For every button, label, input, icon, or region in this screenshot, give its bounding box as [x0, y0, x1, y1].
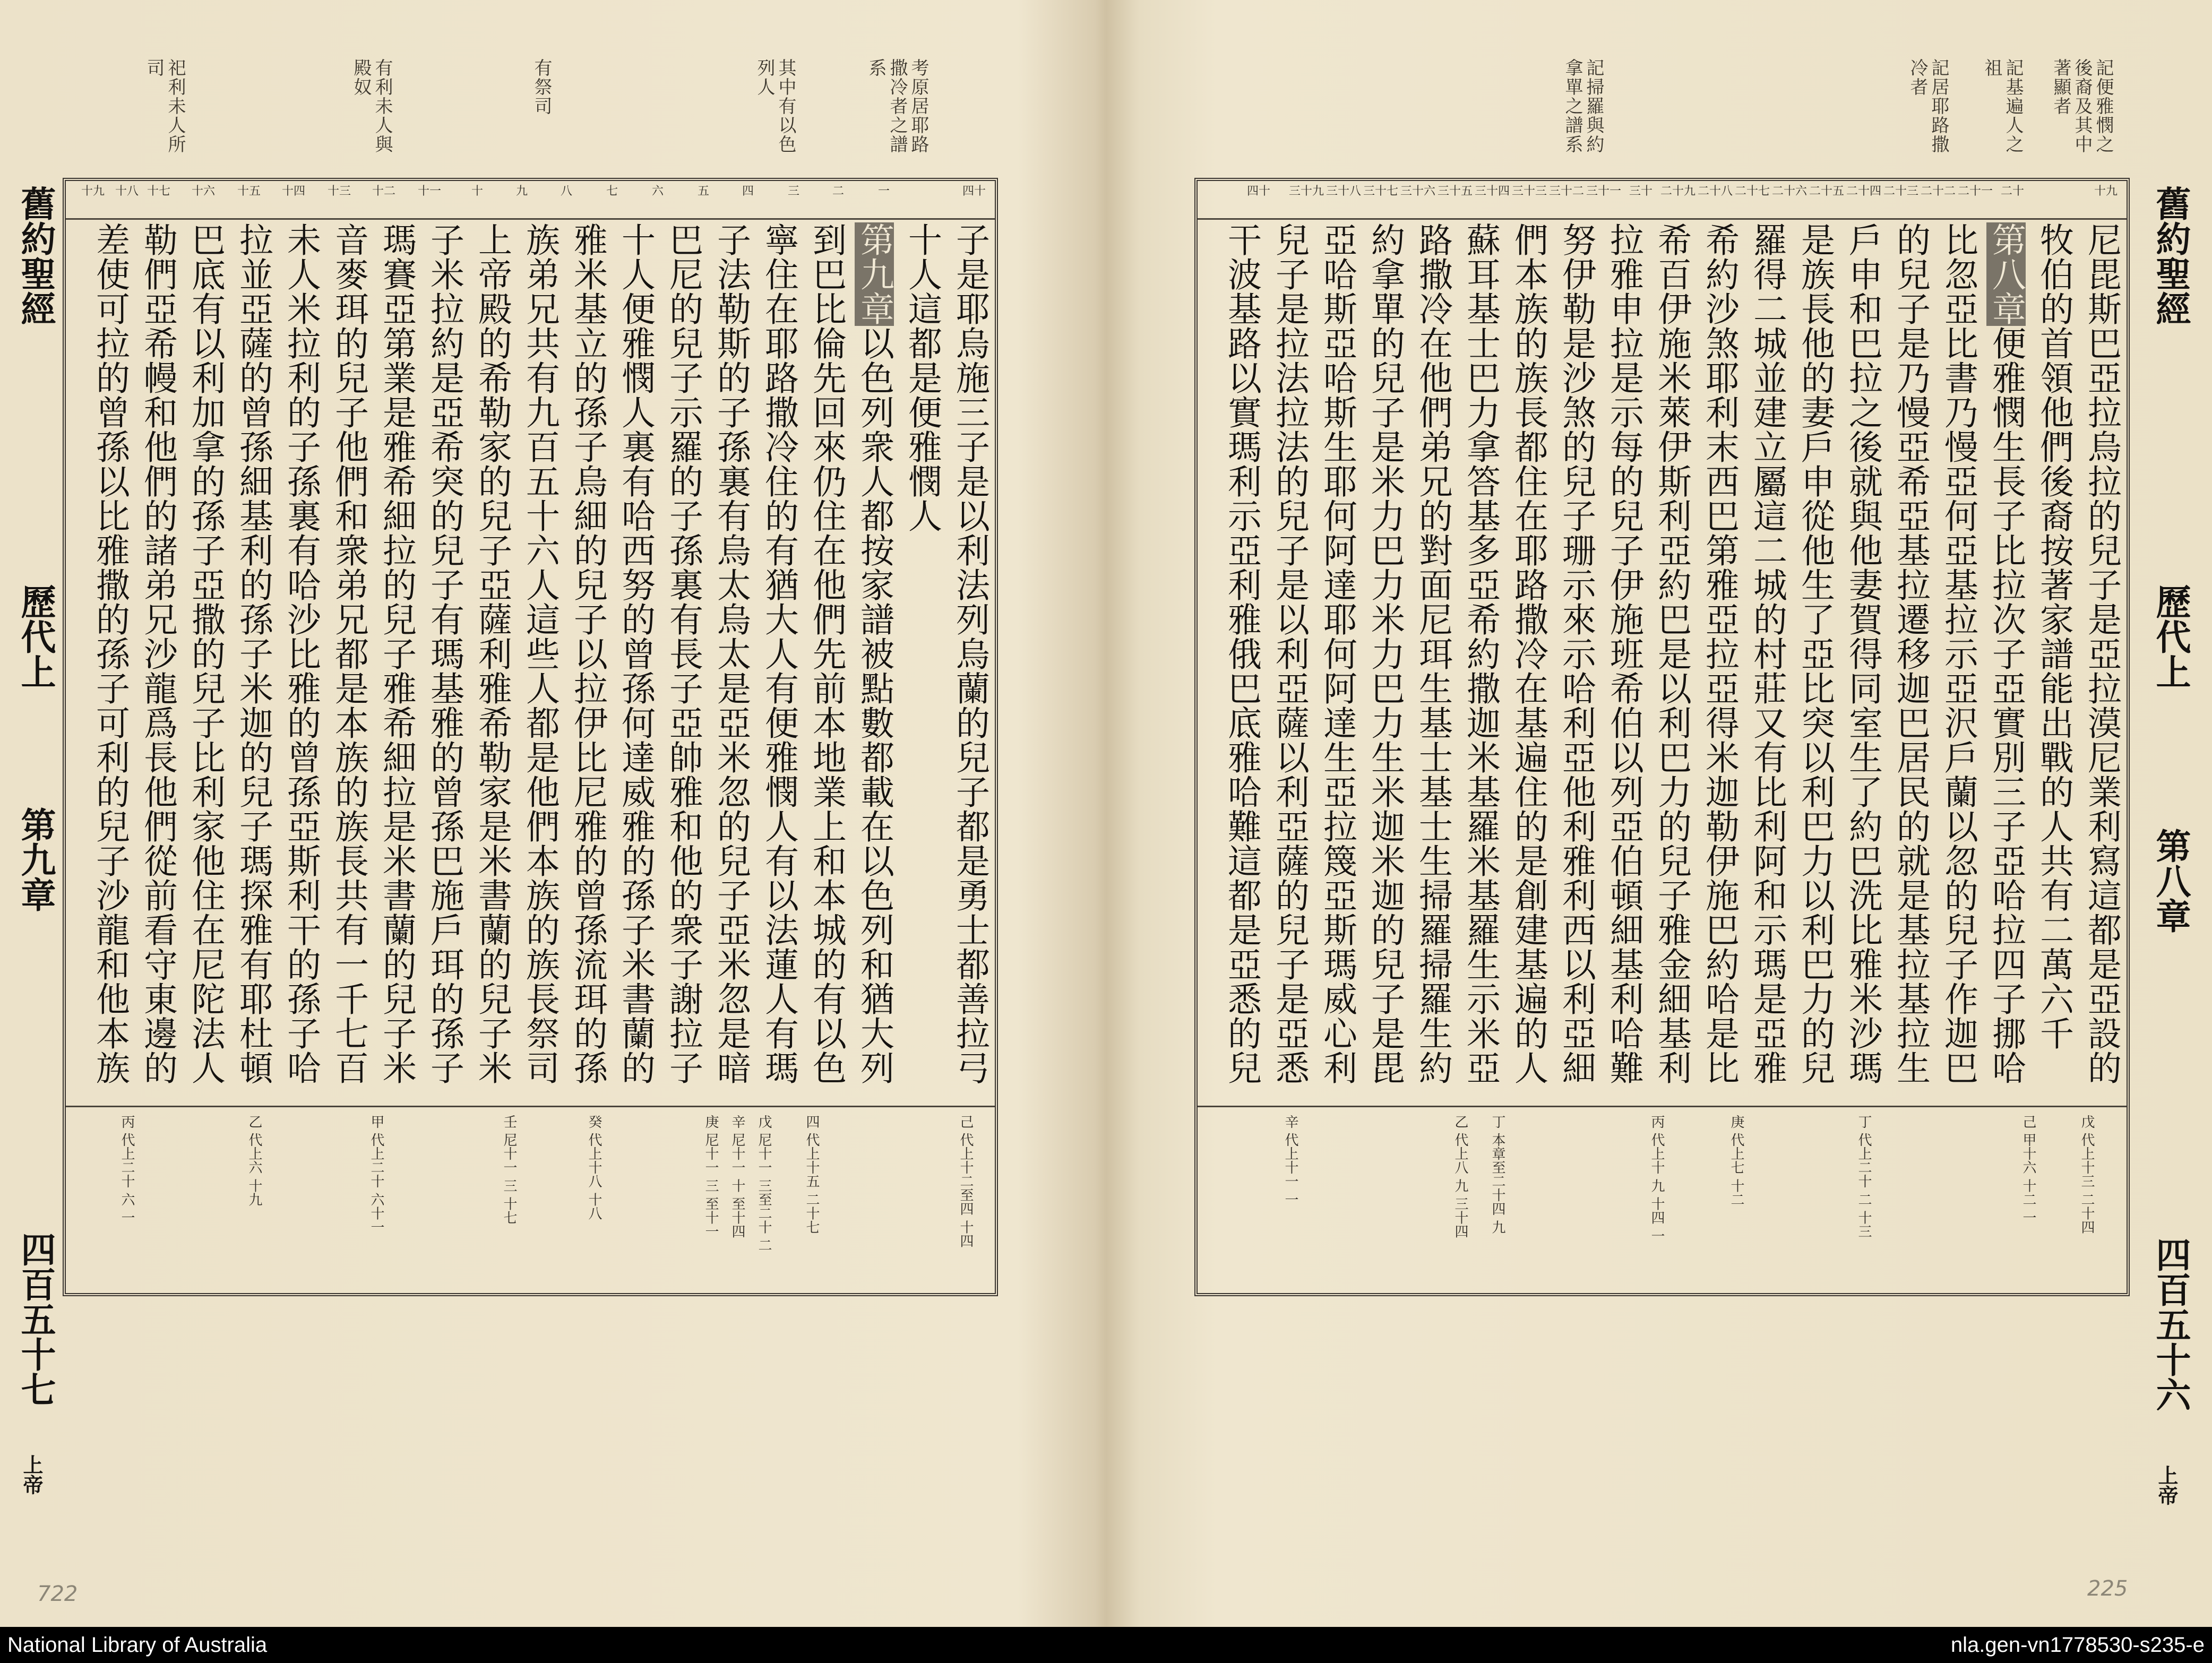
- chapter-start-column: 第九章以色列衆人都按家譜被點數都載在以色列和猶大列: [855, 222, 894, 1085]
- verse-number: 十四: [281, 185, 305, 198]
- verse-number: 四十: [962, 185, 986, 198]
- library-name: National Library of Australia: [7, 1633, 268, 1657]
- text-column: 約拿單的兒子是米力巴力米力巴力生米迦米迦的兒子是毘: [1365, 222, 1405, 1085]
- text-column: 拉雅申拉是示每的兒子伊施班希伯以列亞伯頓細基利哈難: [1604, 222, 1643, 1085]
- verse-number: 三十七: [1363, 185, 1398, 198]
- text-column: 蘇耳基士巴力拿答基多亞希約撒迦米基羅米基羅生示米亞: [1461, 222, 1500, 1085]
- chapter-title: 第八章: [2150, 828, 2191, 933]
- verse-number: 二十二: [1920, 185, 1956, 198]
- text-column: 上帝殿的希勒家的兒子亞薩利雅希勒家是米書蘭的兒子米: [472, 222, 512, 1085]
- text-column: 努伊勒是沙煞的兒子珊示來示哈利亞他利雅利西以利亞細: [1556, 222, 1596, 1085]
- verse-number: 十一: [417, 185, 441, 198]
- verse-number: 三十四: [1474, 185, 1510, 198]
- text-column: 是族長他的妻戶申從他生了亞比突以利巴力以利巴力的兒: [1795, 222, 1835, 1085]
- margin-note: 考原居耶路撒冷者之譜系: [865, 58, 929, 154]
- verse-number: 二十六: [1771, 185, 1807, 198]
- text-column: 亞哈斯亞哈斯生耶何阿達耶何阿達生亞拉篾亞斯瑪威心利: [1318, 222, 1357, 1085]
- margin-note: 祀利未人所司: [143, 58, 186, 154]
- footnote: 乙 代上六 十九: [246, 1115, 262, 1207]
- section-title: 歷代上: [15, 584, 56, 689]
- text-column: 兒子是拉法拉法的兒子是以利亞薩以利亞薩的兒子是亞悉: [1270, 222, 1309, 1085]
- left-body-text: [66, 222, 995, 1093]
- text-column: 族弟兄共有九百五十六人這些人都是他們本族的族長祭司: [520, 222, 560, 1085]
- footnote: 戊 代上十三 二十四: [2079, 1115, 2095, 1234]
- margin-note: 其中有以色列人: [754, 58, 796, 154]
- verse-number: 六: [651, 185, 664, 198]
- left-text-frame: [63, 178, 998, 1296]
- verse-number: 三十八: [1326, 185, 1361, 198]
- verse-number: 三十五: [1437, 185, 1473, 198]
- text-column: 干波基路以實瑪利示亞利雅俄巴底雅哈難這都是亞悉的兒: [1222, 222, 1261, 1085]
- footnote: 辛 代上十一 一: [1283, 1115, 1298, 1207]
- verse-number: 二: [832, 185, 844, 198]
- text-column: 巴尼的兒子示羅的子孫裏有長子亞帥雅和他的衆子謝拉子: [664, 222, 703, 1085]
- page-number: 四百五十六: [2150, 1237, 2191, 1412]
- chapter-marker: 第九章: [855, 222, 894, 326]
- text-column: 雅米基立的孫子烏細的兒子以拉伊比尼雅的曾孫流珥的孫: [568, 222, 607, 1085]
- text-column: 拉並亞薩的曾孫細基利的孫子米迦的兒子瑪探雅有耶杜頓: [234, 222, 273, 1085]
- book-title: 舊約聖經: [15, 186, 56, 326]
- right-text-frame: [1194, 178, 2130, 1296]
- footnote: 丙 代上十 九 十四 一: [1649, 1115, 1665, 1243]
- verse-number: 一: [877, 185, 890, 198]
- page-number: 四百五十七: [15, 1231, 56, 1407]
- item-identifier: nla.gen-vn1778530-s235-e: [1950, 1633, 2205, 1657]
- footnote: 癸 代上十八 十八: [586, 1115, 602, 1220]
- verse-number: 二十七: [1734, 185, 1770, 198]
- verse-number: 三: [787, 185, 799, 198]
- handwritten-number: 225: [2087, 1576, 2128, 1601]
- verse-number: 十六: [191, 185, 215, 198]
- text-column: 們本族的族長都住在耶路撒冷在基遍住的是創建基遍的人: [1509, 222, 1548, 1085]
- text-column: 音麥珥的兒子他們和衆弟兄都是本族的族長共有一千七百: [329, 222, 368, 1085]
- book-title: 舊約聖經: [2150, 186, 2191, 326]
- text-column: 比忽亞比書乃慢亞何亞基拉示亞沢戶蘭以忽的兒子作迦巴: [1939, 222, 1978, 1085]
- text-column: 希約沙煞耶利末西巴第雅亞拉亞得米迦勒伊施巴約哈是比: [1700, 222, 1739, 1085]
- verse-number: 二十一: [1957, 185, 1993, 198]
- verse-number: 十二: [372, 185, 395, 198]
- right-page: [1111, 0, 2212, 1627]
- text-column: 到巴比倫先回來仍住在他們先前本地業上和本城的有以色: [807, 222, 846, 1085]
- verse-number: 十九: [81, 185, 105, 198]
- footnote: 丙 代上二十 六 一: [119, 1115, 135, 1225]
- chapter-title: 第九章: [15, 807, 56, 912]
- footnote: 己 代上十二至四 十四: [958, 1115, 974, 1248]
- margin-note: 記掃羅與約拿單之譜系: [1562, 58, 1604, 154]
- text-column: 未人米拉利的子孫裏有哈沙比雅的曾孫亞斯利干的孫子哈: [281, 222, 321, 1085]
- footnote: 庚 尼十一 三 至十一: [703, 1115, 719, 1238]
- section-title: 歷代上: [2150, 584, 2191, 689]
- verse-number: 十五: [237, 185, 261, 198]
- text-column: 瑪賽亞第業是雅希細拉的兒子雅希細拉是米書蘭的兒子米: [377, 222, 416, 1085]
- left-footnotes: [66, 1106, 995, 1293]
- right-verse-number-row: [1198, 181, 2127, 220]
- text-column: 差使可拉的曾孫以比雅撒的孫子可利的兒子沙龍和他本族: [90, 222, 130, 1085]
- verse-number: 三十一: [1586, 185, 1621, 198]
- left-verse-number-row: [66, 181, 995, 220]
- text-column: 寧住在耶路撒冷住的有猶大人有便雅憫人有以法蓮人有瑪: [759, 222, 798, 1085]
- chapter-marker: 第八章: [1986, 222, 2026, 326]
- verse-number: 十八: [115, 185, 139, 198]
- text-column: 巴底有以利加拿的孫子亞撒的兒子比利家他住在尼陀法人: [186, 222, 225, 1085]
- verse-number: 十三: [327, 185, 351, 198]
- margin-note: 記基遍人之祖: [1981, 58, 2024, 154]
- chapter-start-column: 第八章便雅憫生長子比拉次子亞實別三子亞哈拉四子挪哈: [1986, 222, 2026, 1085]
- footnote: 乙 代上八 九 三十四: [1452, 1115, 1468, 1238]
- verse-number: 十: [471, 185, 483, 198]
- verse-number: 二十四: [1846, 185, 1881, 198]
- footnote: 庚 代上七 十二: [1728, 1115, 1744, 1207]
- text-column: 羅得二城並建立屬這二城的村莊又有比利阿和示瑪是亞雅: [1748, 222, 1787, 1085]
- verse-number: 七: [606, 185, 618, 198]
- margin-note: 有利未人與殿奴: [350, 58, 393, 154]
- left-page: [0, 0, 1101, 1627]
- text-column: 子米拉約是亞希突的兒子有瑪基雅的曾孫巴施戶珥的孫子: [425, 222, 464, 1085]
- text-column: 十人這都是便雅憫人: [902, 222, 942, 533]
- verse-number: 四十: [1246, 185, 1270, 198]
- corner-mark: 上帝: [20, 1454, 44, 1495]
- text-column: 希百伊施米萊伊斯利亞約巴是以利巴力的兒子雅金細基利: [1652, 222, 1691, 1085]
- verse-number: 三十: [1629, 185, 1652, 198]
- verse-number: 三十六: [1400, 185, 1435, 198]
- footnote: 四 代上十五 二十七: [804, 1115, 820, 1234]
- footnote: 丁 代上二十 二 十三: [1856, 1115, 1872, 1238]
- margin-note: 有祭司: [531, 58, 552, 116]
- verse-number: 十九: [2094, 185, 2118, 198]
- verse-number: 八: [560, 185, 572, 198]
- text-column: 勒們亞希幔和他們的諸弟兄沙龍爲長他們從前看守東邊的: [138, 222, 177, 1085]
- text-column: 的兒子是乃慢亞希亞基拉遷移迦巴居民的就是基拉基拉生: [1891, 222, 1930, 1085]
- footnote: 己 甲十六 十二 一: [2020, 1115, 2036, 1225]
- verse-number: 五: [697, 185, 709, 198]
- footnote: 戊 尼十一 三至二十 二: [756, 1115, 772, 1252]
- text-column: 子法勒斯的子孫裏有烏太烏太是亞米忽的兒子亞米忽是暗: [711, 222, 751, 1085]
- footnote: 辛 尼十一 十 至十四: [729, 1115, 745, 1238]
- verse-number: 二十五: [1809, 185, 1844, 198]
- verse-number: 十七: [147, 185, 170, 198]
- verse-number: 二十: [2000, 185, 2024, 198]
- right-body-text: [1198, 222, 2127, 1093]
- corner-mark: 上帝: [2155, 1465, 2179, 1505]
- handwritten-number: 722: [37, 1582, 78, 1606]
- verse-number: 三十二: [1548, 185, 1584, 198]
- footnote: 壬 尼十一 三 十七: [501, 1115, 517, 1225]
- text-column: 戶申和巴拉之後就與他妻賀得同室生了約巴洗比雅米沙瑪: [1843, 222, 1882, 1085]
- text-column: 十人便雅憫人裏有哈西努的曾孫何達威雅的孫子米書蘭的: [616, 222, 655, 1085]
- text-column: 牧伯的首領他們後裔按著家譜能出戰的人共有二萬六千: [2034, 222, 2073, 1050]
- verse-number: 三十九: [1288, 185, 1324, 198]
- text-column: 子是耶烏施三子是以利法列烏蘭的兒子都是勇士都善拉弓: [950, 222, 989, 1085]
- verse-number: 二十八: [1697, 185, 1733, 198]
- verse-number: 三十三: [1511, 185, 1547, 198]
- margin-note: 記居耶路撒冷者: [1907, 58, 1949, 154]
- footnote: 丁 本章至二十四 九: [1490, 1115, 1505, 1234]
- verse-number: 九: [515, 185, 528, 198]
- verse-number: 二十三: [1883, 185, 1918, 198]
- library-footer: [0, 1627, 2212, 1663]
- verse-number: 二十九: [1660, 185, 1695, 198]
- right-footnotes: [1198, 1106, 2127, 1293]
- text-column: 路撒冷在他們弟兄的對面尼珥生基士基士生掃羅掃羅生約: [1413, 222, 1452, 1085]
- margin-note: 記便雅憫之後裔及其中著顯者: [2050, 58, 2114, 154]
- text-column: 尼毘斯巴亞拉烏拉的兒子是亞拉漠尼業利寫這都是亞設的: [2082, 222, 2121, 1085]
- verse-number: 四: [742, 185, 754, 198]
- footnote: 甲 代上二十 六十一: [368, 1115, 384, 1234]
